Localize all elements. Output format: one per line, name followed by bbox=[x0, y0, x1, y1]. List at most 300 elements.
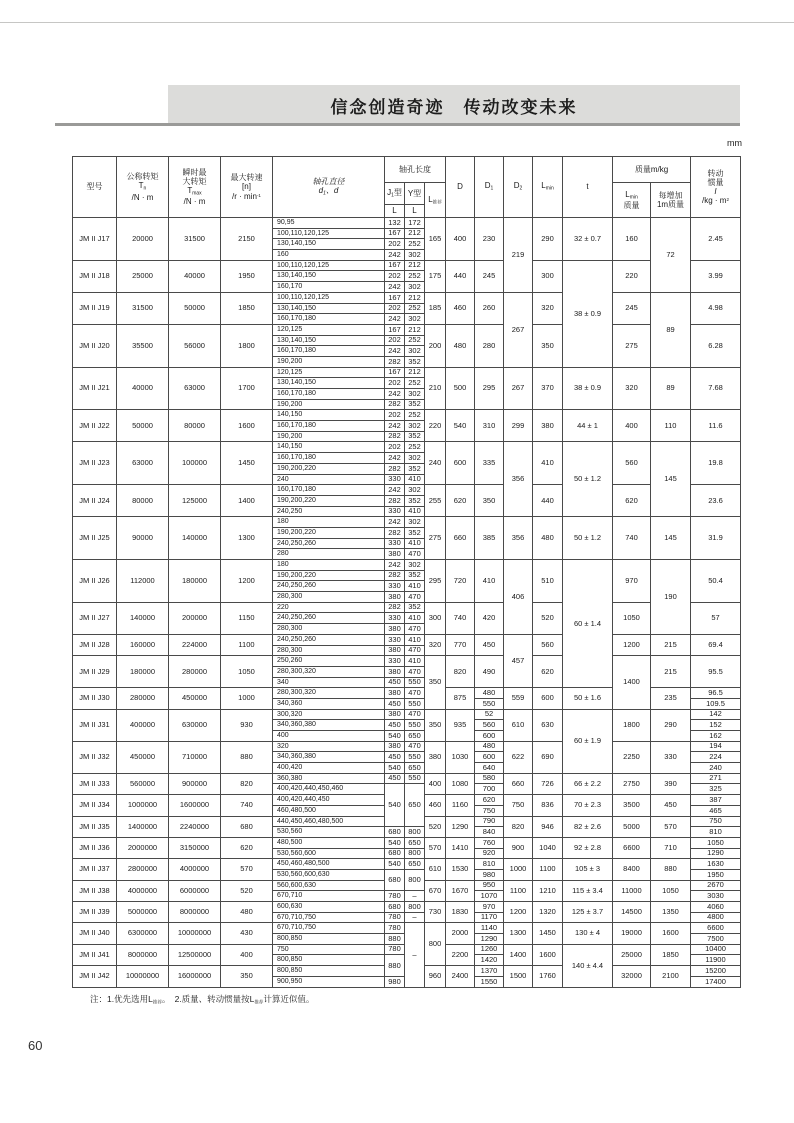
Y-L-cell: 352 bbox=[405, 399, 425, 410]
bore-diameter-cell: 160,170,180 bbox=[273, 485, 385, 496]
t-cell: 38 ± 0.9 bbox=[563, 260, 613, 367]
Lmin-cell: 630 bbox=[533, 709, 563, 741]
D1-cell: 840 bbox=[475, 827, 504, 838]
Y-L-cell: 302 bbox=[405, 517, 425, 528]
Lmin-cell: 560 bbox=[533, 634, 563, 655]
J1-L-cell: 380 bbox=[385, 645, 405, 656]
model-cell: JM II J32 bbox=[73, 741, 117, 773]
table-row bbox=[73, 902, 741, 913]
inertia-cell: 387 bbox=[691, 795, 741, 806]
col-Lmin: Lmin bbox=[533, 157, 563, 218]
D1-cell: 1070 bbox=[475, 891, 504, 902]
bore-diameter-cell: 190,200 bbox=[273, 356, 385, 367]
Y-L-cell: 212 bbox=[405, 367, 425, 378]
J1-L-cell: 282 bbox=[385, 495, 405, 506]
Y-L-cell: – bbox=[405, 891, 425, 902]
inertia-cell: 7.68 bbox=[691, 367, 741, 410]
nominal-torque-cell: 4000000 bbox=[117, 880, 169, 901]
Y-L-cell: 302 bbox=[405, 389, 425, 400]
L-recommended-cell: 295 bbox=[425, 560, 446, 603]
nominal-torque-cell: 2800000 bbox=[117, 859, 169, 880]
bore-diameter-cell: 100,110,120,125 bbox=[273, 292, 385, 303]
Y-L-cell: 800 bbox=[405, 827, 425, 838]
D-cell: 460 bbox=[446, 292, 475, 324]
J1-L-cell: 780 bbox=[385, 891, 405, 902]
per-meter-mass-cell: 1050 bbox=[651, 880, 691, 901]
max-speed-cell: 820 bbox=[221, 773, 273, 794]
J1-L-cell: 282 bbox=[385, 570, 405, 581]
Lmin-mass-cell: 2750 bbox=[613, 773, 651, 794]
L-recommended-cell: 730 bbox=[425, 902, 446, 923]
bore-diameter-cell: 340,360,380 bbox=[273, 752, 385, 763]
nominal-torque-cell: 25000 bbox=[117, 260, 169, 292]
Y-L-cell: 252 bbox=[405, 335, 425, 346]
D-cell: 1670 bbox=[446, 880, 475, 901]
table-row bbox=[73, 634, 741, 645]
max-torque-cell: 224000 bbox=[169, 634, 221, 655]
D2-cell: 406 bbox=[504, 560, 533, 635]
D-cell: 1160 bbox=[446, 795, 475, 816]
Y-L-cell: 352 bbox=[405, 356, 425, 367]
D-cell: 1290 bbox=[446, 816, 475, 837]
per-meter-mass-cell: 570 bbox=[651, 816, 691, 837]
J1-L-cell: 380 bbox=[385, 549, 405, 560]
D-cell: 935 bbox=[446, 709, 475, 741]
max-speed-cell: 350 bbox=[221, 966, 273, 987]
model-cell: JM II J26 bbox=[73, 560, 117, 603]
D-cell: 1030 bbox=[446, 741, 475, 773]
D2-cell: 356 bbox=[504, 517, 533, 560]
max-torque-cell: 180000 bbox=[169, 560, 221, 603]
bore-diameter-cell: 900,950 bbox=[273, 976, 385, 987]
D2-cell: 299 bbox=[504, 410, 533, 442]
D2-cell: 267 bbox=[504, 367, 533, 410]
L-recommended-cell: 610 bbox=[425, 859, 446, 880]
inertia-cell: 325 bbox=[691, 784, 741, 795]
bore-diameter-cell: 530,560 bbox=[273, 827, 385, 838]
Y-L-cell: 302 bbox=[405, 346, 425, 357]
col-nominal-torque: 公称转矩 Tn /N · m bbox=[117, 157, 169, 218]
L-recommended-cell: 670 bbox=[425, 880, 446, 901]
bore-diameter-cell: 670,710,750 bbox=[273, 923, 385, 934]
max-speed-cell: 1200 bbox=[221, 560, 273, 603]
max-torque-cell: 125000 bbox=[169, 485, 221, 517]
t-cell: 140 ± 4.4 bbox=[563, 944, 613, 987]
bore-diameter-cell: 670,710,750 bbox=[273, 912, 385, 923]
col-D2: D2 bbox=[504, 157, 533, 218]
D1-cell: 310 bbox=[475, 410, 504, 442]
bore-diameter-cell: 140,150 bbox=[273, 410, 385, 421]
D-cell: 720 bbox=[446, 560, 475, 603]
J1-L-cell: 167 bbox=[385, 228, 405, 239]
t-cell: 50 ± 1.2 bbox=[563, 442, 613, 517]
table-header bbox=[73, 157, 741, 218]
Y-L-cell: 650 bbox=[405, 763, 425, 774]
bore-diameter-cell: 300,320 bbox=[273, 709, 385, 720]
J1-L-cell: 780 bbox=[385, 944, 405, 955]
col-J1-type: J1型 bbox=[385, 183, 405, 205]
bore-diameter-cell: 240,250,260 bbox=[273, 613, 385, 624]
inertia-cell: 23.6 bbox=[691, 485, 741, 517]
Lmin-mass-cell: 2250 bbox=[613, 741, 651, 773]
col-bore-diameter: 轴孔直径 d1、d bbox=[273, 157, 385, 218]
J1-L-cell: 282 bbox=[385, 463, 405, 474]
bore-diameter-cell: 750 bbox=[273, 944, 385, 955]
table-body bbox=[73, 218, 741, 988]
inertia-cell: 750 bbox=[691, 816, 741, 827]
bore-diameter-cell: 250,260 bbox=[273, 656, 385, 667]
J1-L-cell: 330 bbox=[385, 474, 405, 485]
J1-L-cell: 450 bbox=[385, 698, 405, 709]
J1-L-cell: 282 bbox=[385, 602, 405, 613]
per-meter-mass-cell: 145 bbox=[651, 442, 691, 517]
max-torque-cell: 2240000 bbox=[169, 816, 221, 837]
Y-L-cell: 302 bbox=[405, 485, 425, 496]
Y-L-cell: 302 bbox=[405, 421, 425, 432]
J1-L-cell: 330 bbox=[385, 656, 405, 667]
J1-L-cell: 540 bbox=[385, 859, 405, 870]
nominal-torque-cell: 2000000 bbox=[117, 837, 169, 858]
inertia-cell: 17400 bbox=[691, 976, 741, 987]
bore-diameter-cell: 180 bbox=[273, 517, 385, 528]
J1-L-cell: 242 bbox=[385, 453, 405, 464]
nominal-torque-cell: 6300000 bbox=[117, 923, 169, 944]
J1-L-cell: 680 bbox=[385, 827, 405, 838]
Y-L-cell: 352 bbox=[405, 495, 425, 506]
D1-cell: 790 bbox=[475, 816, 504, 827]
Lmin-cell: 480 bbox=[533, 517, 563, 560]
Y-L-cell: 550 bbox=[405, 773, 425, 784]
bore-diameter-cell: 340,360,380 bbox=[273, 720, 385, 731]
per-meter-mass-cell: 1850 bbox=[651, 944, 691, 965]
per-meter-mass-cell: 390 bbox=[651, 773, 691, 794]
bore-diameter-cell: 800,850 bbox=[273, 934, 385, 945]
model-cell: JM II J42 bbox=[73, 966, 117, 987]
inertia-cell: 142 bbox=[691, 709, 741, 720]
D1-cell: 280 bbox=[475, 324, 504, 367]
L-recommended-cell: 300 bbox=[425, 602, 446, 634]
per-meter-mass-cell: 1350 bbox=[651, 902, 691, 923]
max-torque-cell: 4000000 bbox=[169, 859, 221, 880]
D-cell: 540 bbox=[446, 410, 475, 442]
col-per-meter-mass: 每增加 1m质量 bbox=[651, 183, 691, 218]
D1-cell: 1170 bbox=[475, 912, 504, 923]
model-cell: JM II J18 bbox=[73, 260, 117, 292]
D1-cell: 490 bbox=[475, 656, 504, 688]
bore-diameter-cell: 180 bbox=[273, 560, 385, 571]
bore-diameter-cell: 460,480,500 bbox=[273, 805, 385, 816]
table-row bbox=[73, 260, 741, 271]
Y-L-cell: 252 bbox=[405, 442, 425, 453]
nominal-torque-cell: 31500 bbox=[117, 292, 169, 324]
nominal-torque-cell: 112000 bbox=[117, 560, 169, 603]
Y-L-cell: – bbox=[405, 912, 425, 923]
Y-L-cell: 550 bbox=[405, 698, 425, 709]
J1-L-cell: 540 bbox=[385, 784, 405, 827]
bore-diameter-cell: 560,600,630 bbox=[273, 880, 385, 891]
Y-L-cell: – bbox=[405, 923, 425, 987]
bore-diameter-cell: 280,300,320 bbox=[273, 666, 385, 677]
bore-diameter-cell: 100,110,120,125 bbox=[273, 260, 385, 271]
Y-L-cell: 800 bbox=[405, 902, 425, 913]
table-row bbox=[73, 324, 741, 335]
D1-cell: 1370 bbox=[475, 966, 504, 977]
D1-cell: 230 bbox=[475, 218, 504, 261]
nominal-torque-cell: 10000000 bbox=[117, 966, 169, 987]
footnote: 注：1.优先选用L推荐。 2.质量、转动惯量按L推荐计算近似值。 bbox=[90, 994, 315, 1005]
L-recommended-cell: 275 bbox=[425, 517, 446, 560]
D2-cell: 457 bbox=[504, 634, 533, 687]
D1-cell: 410 bbox=[475, 560, 504, 603]
J1-L-cell: 242 bbox=[385, 314, 405, 325]
nominal-torque-cell: 35500 bbox=[117, 324, 169, 367]
D2-cell: 820 bbox=[504, 816, 533, 837]
J1-L-cell: 330 bbox=[385, 506, 405, 517]
inertia-cell: 224 bbox=[691, 752, 741, 763]
D1-cell: 260 bbox=[475, 292, 504, 324]
bore-diameter-cell: 240,250 bbox=[273, 506, 385, 517]
max-speed-cell: 1950 bbox=[221, 260, 273, 292]
L-recommended-cell: 220 bbox=[425, 410, 446, 442]
bore-diameter-cell: 530,560,600,630 bbox=[273, 869, 385, 880]
bore-diameter-cell: 190,200 bbox=[273, 399, 385, 410]
inertia-cell: 7500 bbox=[691, 934, 741, 945]
D1-cell: 920 bbox=[475, 848, 504, 859]
max-speed-cell: 740 bbox=[221, 795, 273, 816]
t-cell: 38 ± 0.9 bbox=[563, 367, 613, 410]
L-recommended-cell: 175 bbox=[425, 260, 446, 292]
inertia-cell: 271 bbox=[691, 773, 741, 784]
inertia-cell: 50.4 bbox=[691, 560, 741, 603]
bore-diameter-cell: 190,200,220 bbox=[273, 495, 385, 506]
Lmin-mass-cell: 400 bbox=[613, 410, 651, 442]
table-row bbox=[73, 837, 741, 848]
Lmin-cell: 836 bbox=[533, 795, 563, 816]
Y-L-cell: 470 bbox=[405, 709, 425, 720]
bore-diameter-cell: 100,110,120,125 bbox=[273, 228, 385, 239]
Lmin-cell: 1040 bbox=[533, 837, 563, 858]
J1-L-cell: 450 bbox=[385, 752, 405, 763]
J1-L-cell: 450 bbox=[385, 677, 405, 688]
Lmin-cell: 690 bbox=[533, 741, 563, 773]
Lmin-cell: 600 bbox=[533, 688, 563, 709]
Y-L-cell: 650 bbox=[405, 784, 425, 827]
table-row bbox=[73, 923, 741, 934]
t-cell: 60 ± 1.4 bbox=[563, 560, 613, 688]
Y-L-cell: 352 bbox=[405, 570, 425, 581]
bore-diameter-cell: 190,200,220 bbox=[273, 463, 385, 474]
D1-cell: 810 bbox=[475, 859, 504, 870]
max-torque-cell: 140000 bbox=[169, 517, 221, 560]
Lmin-mass-cell: 160 bbox=[613, 218, 651, 261]
Y-L-cell: 302 bbox=[405, 250, 425, 261]
inertia-cell: 4800 bbox=[691, 912, 741, 923]
bore-diameter-cell: 130,140,150 bbox=[273, 239, 385, 250]
D2-cell: 1000 bbox=[504, 859, 533, 880]
per-meter-mass-cell: 1600 bbox=[651, 923, 691, 944]
col-J1-L: L bbox=[385, 205, 405, 218]
inertia-cell: 11900 bbox=[691, 955, 741, 966]
J1-L-cell: 242 bbox=[385, 250, 405, 261]
bore-diameter-cell: 130,140,150 bbox=[273, 378, 385, 389]
nominal-torque-cell: 63000 bbox=[117, 442, 169, 485]
D1-cell: 420 bbox=[475, 602, 504, 634]
bore-diameter-cell: 160,170,180 bbox=[273, 421, 385, 432]
unit-label: mm bbox=[727, 138, 742, 148]
bore-diameter-cell: 160 bbox=[273, 250, 385, 261]
bore-diameter-cell: 240,250,260 bbox=[273, 634, 385, 645]
bore-diameter-cell: 800,850 bbox=[273, 966, 385, 977]
Lmin-cell: 410 bbox=[533, 442, 563, 485]
col-Lmin-mass: Lmin 质量 bbox=[613, 183, 651, 218]
max-speed-cell: 1450 bbox=[221, 442, 273, 485]
Lmin-mass-cell: 6600 bbox=[613, 837, 651, 858]
bore-diameter-cell: 220 bbox=[273, 602, 385, 613]
col-t: t bbox=[563, 157, 613, 218]
bore-diameter-cell: 800,850 bbox=[273, 955, 385, 966]
D2-cell: 219 bbox=[504, 218, 533, 293]
L-recommended-cell: 350 bbox=[425, 656, 446, 709]
max-speed-cell: 570 bbox=[221, 859, 273, 880]
nominal-torque-cell: 560000 bbox=[117, 773, 169, 794]
Y-L-cell: 302 bbox=[405, 314, 425, 325]
table-row bbox=[73, 656, 741, 667]
max-speed-cell: 1700 bbox=[221, 367, 273, 410]
Y-L-cell: 302 bbox=[405, 560, 425, 571]
Y-L-cell: 470 bbox=[405, 666, 425, 677]
J1-L-cell: 380 bbox=[385, 709, 405, 720]
inertia-cell: 10400 bbox=[691, 944, 741, 955]
J1-L-cell: 202 bbox=[385, 239, 405, 250]
table-row bbox=[73, 741, 741, 752]
max-speed-cell: 1400 bbox=[221, 485, 273, 517]
L-recommended-cell: 570 bbox=[425, 837, 446, 858]
D-cell: 480 bbox=[446, 324, 475, 367]
L-recommended-cell: 255 bbox=[425, 485, 446, 517]
J1-L-cell: 202 bbox=[385, 378, 405, 389]
J1-L-cell: 282 bbox=[385, 527, 405, 538]
J1-L-cell: 450 bbox=[385, 773, 405, 784]
D1-cell: 550 bbox=[475, 698, 504, 709]
J1-L-cell: 980 bbox=[385, 976, 405, 987]
D1-cell: 600 bbox=[475, 731, 504, 742]
max-torque-cell: 630000 bbox=[169, 709, 221, 741]
Lmin-mass-cell: 970 bbox=[613, 560, 651, 603]
inertia-cell: 194 bbox=[691, 741, 741, 752]
Lmin-mass-cell: 25000 bbox=[613, 944, 651, 965]
L-recommended-cell: 350 bbox=[425, 709, 446, 741]
J1-L-cell: 680 bbox=[385, 848, 405, 859]
bore-diameter-cell: 130,140,150 bbox=[273, 335, 385, 346]
Y-L-cell: 252 bbox=[405, 239, 425, 250]
table-row bbox=[73, 442, 741, 453]
L-recommended-cell: 520 bbox=[425, 816, 446, 837]
Y-L-cell: 410 bbox=[405, 506, 425, 517]
model-cell: JM II J33 bbox=[73, 773, 117, 794]
max-torque-cell: 31500 bbox=[169, 218, 221, 261]
inertia-cell: 6600 bbox=[691, 923, 741, 934]
inertia-cell: 240 bbox=[691, 763, 741, 774]
max-torque-cell: 16000000 bbox=[169, 966, 221, 987]
max-speed-cell: 1600 bbox=[221, 410, 273, 442]
Y-L-cell: 252 bbox=[405, 303, 425, 314]
per-meter-mass-cell: 110 bbox=[651, 410, 691, 442]
t-cell: 115 ± 3.4 bbox=[563, 880, 613, 901]
J1-L-cell: 330 bbox=[385, 613, 405, 624]
D1-cell: 245 bbox=[475, 260, 504, 292]
Lmin-cell: 380 bbox=[533, 410, 563, 442]
bore-diameter-cell: 160,170 bbox=[273, 282, 385, 293]
model-cell: JM II J17 bbox=[73, 218, 117, 261]
D2-cell: 610 bbox=[504, 709, 533, 741]
nominal-torque-cell: 20000 bbox=[117, 218, 169, 261]
D2-cell: 1200 bbox=[504, 902, 533, 923]
bore-diameter-cell: 160,170,180 bbox=[273, 453, 385, 464]
table-row bbox=[73, 709, 741, 720]
inertia-cell: 4.98 bbox=[691, 292, 741, 324]
Lmin-cell: 1450 bbox=[533, 923, 563, 944]
bore-diameter-cell: 400 bbox=[273, 731, 385, 742]
nominal-torque-cell: 8000000 bbox=[117, 944, 169, 965]
Y-L-cell: 212 bbox=[405, 228, 425, 239]
Lmin-mass-cell: 1200 bbox=[613, 634, 651, 655]
model-cell: JM II J36 bbox=[73, 837, 117, 858]
D2-cell: 1500 bbox=[504, 966, 533, 987]
model-cell: JM II J34 bbox=[73, 795, 117, 816]
J1-L-cell: 202 bbox=[385, 303, 405, 314]
col-D: D bbox=[446, 157, 475, 218]
Lmin-mass-cell: 3500 bbox=[613, 795, 651, 816]
bore-diameter-cell: 240 bbox=[273, 474, 385, 485]
bore-diameter-cell: 340,360 bbox=[273, 698, 385, 709]
bore-diameter-cell: 190,200,220 bbox=[273, 570, 385, 581]
D1-cell: 335 bbox=[475, 442, 504, 485]
model-cell: JM II J40 bbox=[73, 923, 117, 944]
Y-L-cell: 800 bbox=[405, 869, 425, 890]
per-meter-mass-cell: 89 bbox=[651, 292, 691, 367]
J1-L-cell: 680 bbox=[385, 902, 405, 913]
per-meter-mass-cell: 190 bbox=[651, 560, 691, 635]
Y-L-cell: 410 bbox=[405, 634, 425, 645]
bore-diameter-cell: 140,150 bbox=[273, 442, 385, 453]
max-torque-cell: 50000 bbox=[169, 292, 221, 324]
Lmin-cell: 1600 bbox=[533, 944, 563, 965]
L-recommended-cell: 800 bbox=[425, 923, 446, 966]
table-row bbox=[73, 410, 741, 421]
model-cell: JM II J19 bbox=[73, 292, 117, 324]
Y-L-cell: 212 bbox=[405, 292, 425, 303]
Y-L-cell: 410 bbox=[405, 474, 425, 485]
inertia-cell: 109.5 bbox=[691, 698, 741, 709]
max-torque-cell: 200000 bbox=[169, 602, 221, 634]
J1-L-cell: 330 bbox=[385, 581, 405, 592]
per-meter-mass-cell: 330 bbox=[651, 741, 691, 773]
D2-cell: 1100 bbox=[504, 880, 533, 901]
model-cell: JM II J24 bbox=[73, 485, 117, 517]
inertia-cell: 1050 bbox=[691, 837, 741, 848]
J1-L-cell: 330 bbox=[385, 634, 405, 645]
inertia-cell: 19.8 bbox=[691, 442, 741, 485]
per-meter-mass-cell: 89 bbox=[651, 367, 691, 410]
t-cell: 44 ± 1 bbox=[563, 410, 613, 442]
D2-cell: 267 bbox=[504, 292, 533, 367]
L-recommended-cell: 165 bbox=[425, 218, 446, 261]
Y-L-cell: 470 bbox=[405, 549, 425, 560]
inertia-cell: 57 bbox=[691, 602, 741, 634]
max-torque-cell: 80000 bbox=[169, 410, 221, 442]
inertia-cell: 1290 bbox=[691, 848, 741, 859]
J1-L-cell: 242 bbox=[385, 517, 405, 528]
